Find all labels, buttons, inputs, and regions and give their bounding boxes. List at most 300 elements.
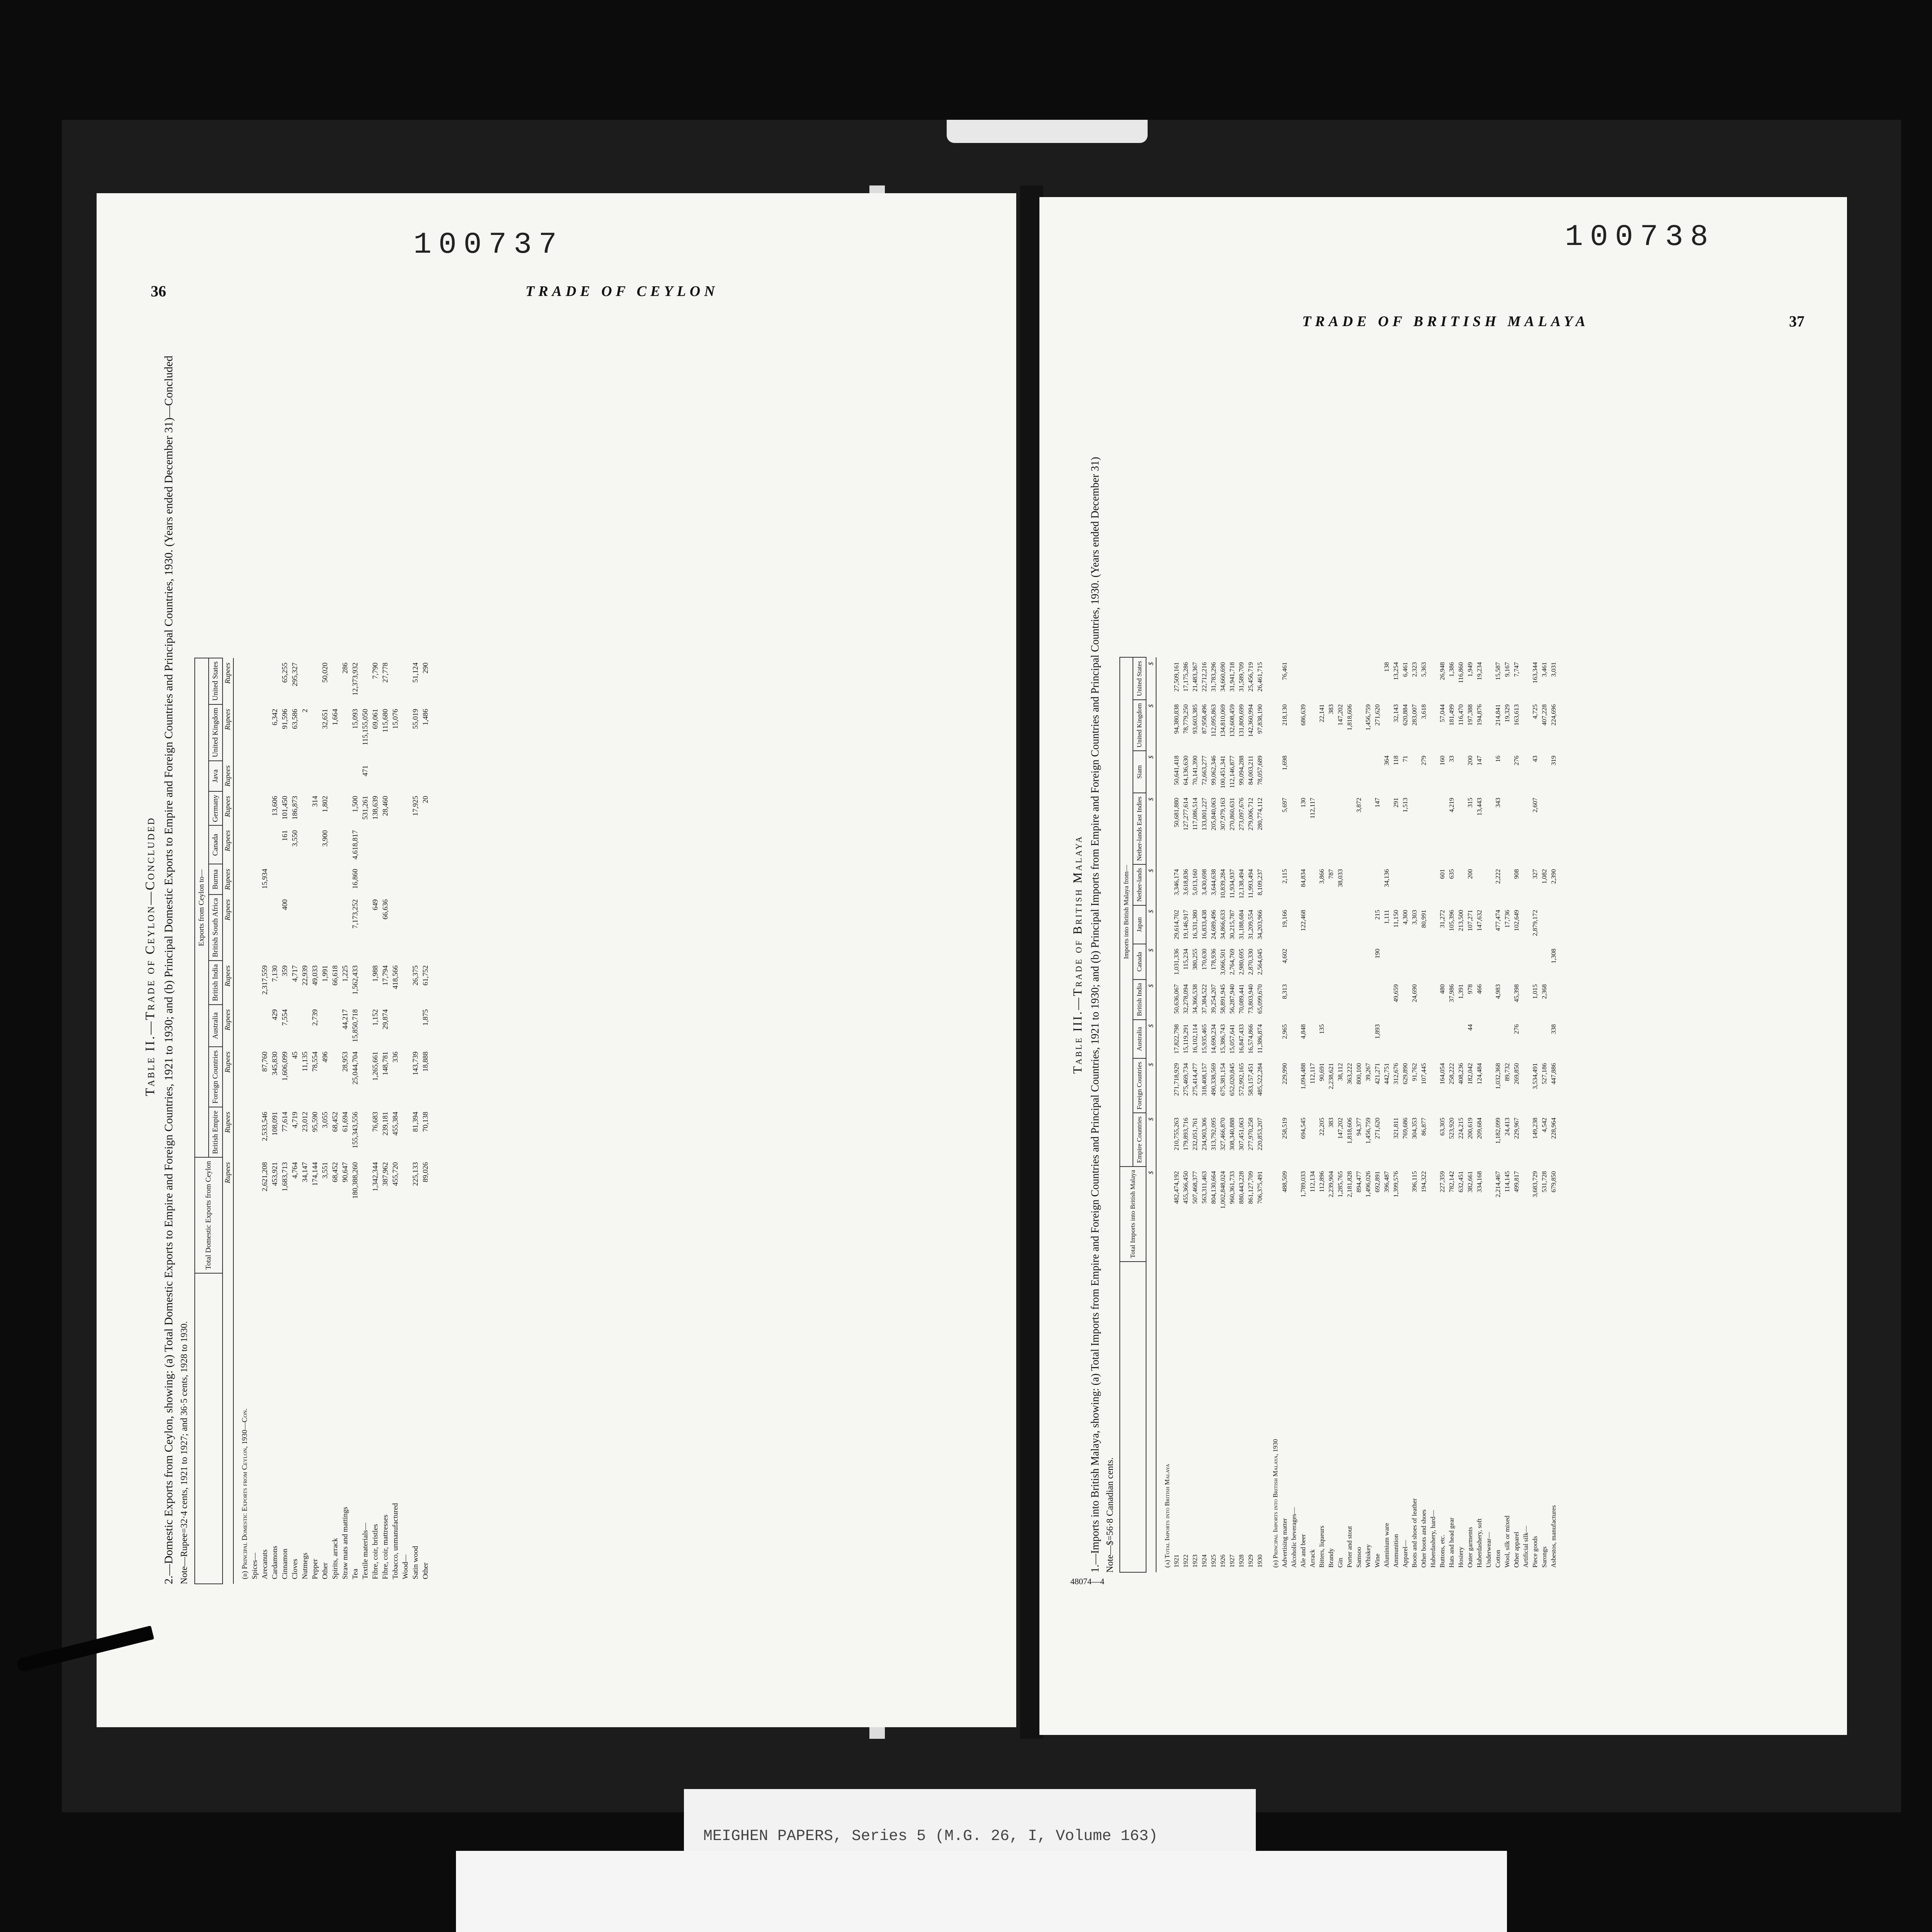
table-cell (1419, 864, 1429, 905)
table-cell: 66,636 (381, 899, 389, 920)
table-cell: 490,338,569 (1210, 1063, 1217, 1096)
row-label: 1929 (1247, 1554, 1254, 1568)
table-row (1308, 657, 1317, 1572)
table-cell: 127,277,614 (1182, 798, 1189, 831)
table-cell: 234,903,306 (1201, 1117, 1208, 1151)
table-cell: 21,483,367 (1191, 662, 1199, 692)
table-cell (411, 1005, 421, 1047)
table-cell (1364, 980, 1373, 1019)
table-row (1531, 657, 1540, 1572)
table-cell: 482,474,192 (1173, 1171, 1180, 1204)
table-cell: 174,144 (311, 1162, 319, 1186)
table-cell: 7,173,252 (351, 899, 359, 929)
table-row (1447, 657, 1456, 1572)
section-heading: (b) Principal Domestic Exports from Ceylon, 1930—Con. (240, 1408, 249, 1579)
table-cell: 269,850 (1513, 1063, 1520, 1085)
table-cell: 105,396 (1448, 910, 1455, 931)
table-cell (1503, 980, 1512, 1019)
table-cell (1345, 1020, 1354, 1059)
row-label: Hosiery (1457, 1547, 1464, 1568)
table-cell (1317, 905, 1327, 944)
table-cell: 271,620 (1374, 1117, 1381, 1139)
table-row (1419, 657, 1429, 1572)
table-cell: 99,062,346 (1210, 755, 1217, 785)
header-cell: Nether-lands (1133, 864, 1146, 905)
table-cell: 200 (1466, 755, 1474, 765)
table-cell: 142,360,994 (1247, 704, 1254, 737)
table-cell: 112,095,863 (1210, 704, 1217, 737)
table-cell: 455,366,450 (1182, 1171, 1189, 1204)
table-cell: 978 (1466, 984, 1474, 994)
table-cell (1364, 944, 1373, 980)
table-cell: 50,681,880 (1173, 798, 1180, 827)
table-cell: 2,607 (1531, 798, 1539, 813)
table-cell: 107,271 (1466, 910, 1474, 931)
row-label: Artificial silk— (1522, 1526, 1529, 1568)
table-cell: 880,443,228 (1238, 1171, 1245, 1204)
footer-code: 48074—4 (1070, 1577, 1104, 1586)
table-cell (260, 1005, 270, 1047)
section-heading-row (1156, 657, 1172, 1572)
table-cell (1289, 700, 1299, 751)
table-cell: 49,033 (311, 965, 319, 986)
table-cell: 507,468,377 (1191, 1171, 1199, 1204)
table-cell (250, 704, 260, 761)
archive-number: 100738 (1565, 220, 1715, 254)
table-cell (421, 761, 431, 791)
table-cell: 2,222 (1494, 869, 1502, 884)
table-cell: 87,958,496 (1201, 704, 1208, 734)
table-subtitle: 2.—Domestic Exports from Ceylon, showing: (a) Total Domestic Exports to Empire and Foreign Countries, 1921 to 1930; and (b) Principal Domestic Exports to Empire and Foreign Countries and Principal Countries, 1930. (Years ended December 31)—Concluded (162, 355, 175, 1584)
table-cell: 26,375 (411, 965, 420, 986)
row-label: Wool, silk or mixed (1503, 1515, 1511, 1568)
table-cell: 4,983 (1494, 984, 1502, 999)
table-cell (300, 1005, 310, 1047)
row-label: Aluminium ware (1383, 1523, 1390, 1568)
table-cell (330, 1047, 340, 1107)
table-cell (1308, 700, 1317, 751)
section-heading: (a) Total Imports into British Malaya (1163, 1464, 1171, 1568)
table-cell: 114,145 (1503, 1171, 1511, 1192)
table-cell: 70,141,390 (1191, 755, 1199, 785)
table-cell: 25,456,719 (1247, 662, 1254, 692)
row-label: Cotton (1494, 1549, 1502, 1568)
table-cell: 84,834 (1299, 869, 1307, 887)
table-cell: 228,964 (1550, 1117, 1557, 1139)
table-cell: 4,848 (1299, 1024, 1307, 1039)
table-cell (381, 864, 391, 895)
table-cell: 64,136,630 (1182, 755, 1189, 785)
header-cell: Foreign Countries (1133, 1058, 1146, 1113)
table-cell (1345, 905, 1354, 944)
row-label: Gin (1337, 1558, 1344, 1568)
table-cell (381, 761, 391, 791)
table-cell (1410, 751, 1419, 793)
table-cell: 86,877 (1420, 1117, 1427, 1136)
table-cell: 190 (1374, 949, 1381, 959)
table-row (371, 658, 381, 1584)
unit-cell: $ (1146, 1058, 1156, 1113)
table-cell (320, 761, 330, 791)
header-cell: Java (209, 761, 223, 791)
table-cell: 3,303 (1411, 910, 1418, 925)
table-row (1246, 657, 1255, 1572)
table-row (361, 658, 371, 1584)
table-cell (1419, 1020, 1429, 1059)
table-cell (361, 658, 371, 704)
header-cell: United States (209, 658, 223, 704)
running-head: TRADE OF BRITISH MALAYA (1302, 313, 1589, 330)
unit-cell: Rupees (223, 1157, 233, 1273)
table-cell: 65,099,670 (1256, 984, 1264, 1014)
table-cell (1521, 944, 1531, 980)
table-cell: 1,308 (1550, 949, 1557, 964)
table-cell (361, 1005, 371, 1047)
table-subtitle: 1.—Imports into British Malaya, showing: (a) Total Imports from Empire and Foreign Countries and Principal Countries, 1921 to 1930; and (b) Principal Imports from Empire and Foreign Countries and Principal Countries, 1930. (Years ended December 31) (1089, 457, 1101, 1573)
table-cell: 31,589,709 (1238, 662, 1245, 692)
table-cell: 270,860,631 (1228, 798, 1236, 831)
table-cell: 4,618,817 (351, 830, 359, 860)
header-cell: Australia (209, 1005, 223, 1047)
table-cell (1289, 980, 1299, 1019)
table-cell (1289, 657, 1299, 699)
header-cell: Germany (209, 791, 223, 826)
table-cell: 26,461,715 (1256, 662, 1264, 692)
table-cell: 28,953 (341, 1051, 349, 1072)
table-cell: 115,234 (1182, 949, 1189, 970)
row-label: Straw mats and mattings (341, 1507, 349, 1579)
table-row (1345, 657, 1354, 1572)
unit-cell: Rupees (223, 704, 233, 761)
table-cell (1429, 657, 1438, 699)
table-cell: 1,111 (1383, 910, 1390, 924)
row-label: Hats and head gear (1448, 1517, 1455, 1568)
table-cell: 3,866 (1318, 869, 1325, 884)
table-cell: 22,939 (301, 965, 309, 986)
table-cell (1354, 864, 1364, 905)
table-cell (1327, 944, 1336, 980)
table-cell: 2,238,621 (1327, 1063, 1335, 1090)
table-cell: 2 (301, 709, 309, 713)
table-cell: 147,202 (1337, 1117, 1344, 1139)
table-cell: 13,443 (1476, 798, 1483, 816)
table-cell (1289, 1167, 1299, 1262)
row-label: Fibre, coir, bristles (371, 1524, 379, 1579)
table-cell: 49,659 (1392, 984, 1400, 1002)
table-cell: 315 (1466, 798, 1474, 808)
table-cell (1345, 944, 1354, 980)
table-cell: 16,102,114 (1191, 1024, 1199, 1054)
table-cell (1354, 905, 1364, 944)
table-cell: 563,311,463 (1201, 1171, 1208, 1204)
table-cell: 31,783,296 (1210, 662, 1217, 692)
row-label: Textile materials— (361, 1523, 369, 1579)
table-cell: 239,181 (381, 1112, 389, 1136)
table-cell: 318,408,157 (1201, 1063, 1208, 1096)
table-cell (1484, 793, 1493, 864)
table-cell: 26,948 (1439, 662, 1446, 680)
table-cell: 116,860 (1457, 662, 1464, 684)
table-cell (361, 1107, 371, 1157)
table-cell: 1,082 (1541, 869, 1548, 884)
unit-cell: $ (1146, 1167, 1156, 1262)
table-cell: 89,732 (1503, 1063, 1511, 1081)
table-cell (401, 961, 411, 1005)
table-cell (250, 1047, 260, 1107)
table-cell: 1,893 (1374, 1024, 1381, 1039)
table-cell (401, 658, 411, 704)
table-cell (1289, 793, 1299, 864)
table-cell: 485,522,284 (1256, 1063, 1264, 1096)
table-cell: 4,602 (1281, 949, 1288, 964)
table-cell: 28,460 (381, 796, 389, 816)
archive-number: 100737 (413, 228, 564, 262)
header-cell: Empire Countries (1133, 1113, 1146, 1166)
table-cell: 101,450 (281, 796, 289, 820)
table-cell (1429, 700, 1438, 751)
table-cell: 276 (1513, 1024, 1520, 1034)
table-cell: 22,141 (1318, 704, 1325, 723)
table-cell (1475, 944, 1484, 980)
archive-card (456, 1851, 1507, 1932)
table-cell: 1,789,033 (1299, 1171, 1307, 1197)
table-row (421, 658, 431, 1584)
table-cell: 11,386,874 (1256, 1024, 1264, 1054)
table-cell: 147,202 (1337, 704, 1344, 726)
table-cell: 3,461 (1541, 662, 1548, 677)
table-cell: 1,500 (351, 796, 359, 813)
data-table (1119, 657, 1558, 1573)
table-cell (1540, 793, 1549, 864)
table-cell (1308, 905, 1317, 944)
table-cell (1289, 1113, 1299, 1166)
table-cell (1447, 944, 1456, 980)
table-cell (350, 761, 361, 791)
table-cell: 447,886 (1550, 1063, 1557, 1085)
table-cell (270, 825, 280, 864)
table-cell: 1,513 (1401, 798, 1409, 813)
unit-cell: $ (1146, 751, 1156, 793)
table-cell (1447, 1020, 1456, 1059)
table-cell: 277,970,258 (1247, 1117, 1254, 1151)
unit-cell: $ (1146, 980, 1156, 1019)
table-cell: 27,509,161 (1173, 662, 1180, 692)
row-label: Bitters, liqueurs (1318, 1526, 1325, 1568)
table-cell (340, 704, 350, 761)
table-cell: 197,388 (1466, 704, 1474, 726)
table-cell: 363,222 (1346, 1063, 1353, 1085)
row-label: Nutmegs (301, 1553, 309, 1579)
table-cell: 1,875 (421, 1009, 430, 1026)
table-cell (1308, 944, 1317, 980)
row-label: Cloves (291, 1559, 299, 1579)
table-cell (310, 825, 320, 864)
table-cell (1438, 944, 1447, 980)
table-cell (1364, 657, 1373, 699)
table-cell: 10,839,284 (1219, 869, 1226, 899)
table-cell (1327, 1020, 1336, 1059)
header-cell: Total Domestic Exports from Ceylon (195, 1157, 223, 1273)
table-cell: 80,991 (1420, 910, 1427, 928)
table-cell: 3,683,729 (1531, 1171, 1539, 1197)
table-cell: 9,167 (1503, 662, 1511, 677)
table-cell (1354, 1020, 1364, 1059)
table-cell: 304,353 (1411, 1117, 1418, 1139)
row-label: Other (421, 1562, 430, 1579)
table-cell: 14,690,234 (1210, 1024, 1217, 1054)
table-cell: 34,660,690 (1219, 662, 1226, 692)
table-cell (1382, 980, 1391, 1019)
table-row (270, 658, 280, 1584)
table-cell: 134,810,069 (1219, 704, 1226, 737)
table-cell: 3,430,698 (1201, 869, 1208, 896)
table-cell (300, 658, 310, 704)
table-cell (1531, 1020, 1540, 1059)
row-label: Underwear— (1485, 1532, 1492, 1568)
table-cell: 1,152 (371, 1009, 379, 1026)
table-cell: 25,044,704 (351, 1051, 359, 1085)
row-label: 1921 (1173, 1554, 1180, 1568)
table-cell (340, 761, 350, 791)
table-row (1364, 657, 1373, 1572)
unit-cell: $ (1146, 1020, 1156, 1059)
table-cell: 383 (1327, 1117, 1335, 1128)
table-cell: 343 (1494, 798, 1502, 808)
row-label: 1924 (1201, 1554, 1208, 1568)
table-cell (1317, 657, 1327, 699)
table-cell: 523,920 (1448, 1117, 1455, 1139)
table-cell (1289, 1058, 1299, 1113)
table-cell: 1,285,765 (1337, 1171, 1344, 1197)
table-cell: 66,618 (331, 965, 339, 986)
table-cell (1484, 944, 1493, 980)
table-cell (401, 825, 411, 864)
table-cell: 1,818,606 (1346, 704, 1353, 731)
table-cell: 130 (1299, 798, 1307, 808)
table-row (260, 658, 270, 1584)
table-cell (280, 864, 290, 895)
table-cell (250, 895, 260, 961)
table-cell (411, 761, 421, 791)
table-cell (1521, 657, 1531, 699)
table-cell (1354, 980, 1364, 1019)
table-cell: 496 (321, 1051, 329, 1063)
table-cell: 229,990 (1281, 1063, 1288, 1085)
table-cell: 32,651 (321, 709, 329, 729)
header-cell: Foreign Countries (209, 1047, 223, 1107)
table-row (411, 658, 421, 1584)
table-cell: 1,562,433 (351, 965, 359, 995)
table-cell (1512, 944, 1521, 980)
table-cell: 307,979,163 (1219, 798, 1226, 831)
unit-cell: $ (1146, 700, 1156, 751)
table-row (1484, 657, 1493, 1572)
table-cell: 679,850 (1550, 1171, 1557, 1192)
table-cell: 291 (1392, 798, 1400, 808)
table-cell: 24,690 (1411, 984, 1418, 1002)
table-cell: 861,127,709 (1247, 1171, 1254, 1204)
table-cell (1512, 793, 1521, 864)
table-cell (1336, 905, 1345, 944)
table-cell: 471 (361, 765, 369, 777)
table-cell: 225,133 (411, 1162, 420, 1186)
unit-cell: Rupees (223, 1047, 233, 1107)
table-cell (1429, 905, 1438, 944)
table-cell: 78,554 (311, 1051, 319, 1072)
table-cell (1345, 980, 1354, 1019)
table-row (1549, 657, 1558, 1572)
table-cell: 90,647 (341, 1162, 349, 1182)
table-cell (330, 791, 340, 826)
table-cell (280, 761, 290, 791)
table-cell (1456, 864, 1466, 905)
table-cell: 1,683,713 (281, 1162, 289, 1192)
table-cell (1308, 657, 1317, 699)
row-label: Apparel— (1401, 1540, 1409, 1568)
table-cell (361, 1047, 371, 1107)
table-cell (320, 895, 330, 961)
table-row (1475, 657, 1484, 1572)
data-table (194, 658, 431, 1584)
table-cell (1493, 1020, 1503, 1059)
table-cell (1493, 944, 1503, 980)
table-row (1373, 657, 1382, 1572)
table-cell (330, 1005, 340, 1047)
table-row (290, 658, 300, 1584)
table-cell: 286 (341, 662, 349, 674)
table-cell: 15,093 (351, 709, 359, 729)
table-cell: 2,317,559 (260, 965, 269, 995)
table-cell (371, 864, 381, 895)
table-cell (1456, 944, 1466, 980)
table-cell (1308, 1020, 1317, 1059)
table-cell: 477,474 (1494, 910, 1502, 931)
table-cell: 133,801,227 (1201, 798, 1208, 831)
table-cell (1364, 905, 1373, 944)
table-cell (1391, 944, 1401, 980)
table-cell: 37,384,522 (1201, 984, 1208, 1014)
table-row (1289, 657, 1299, 1572)
table-cell: 307,451,063 (1238, 1117, 1245, 1151)
table-row (1466, 657, 1475, 1572)
table-cell: 94,380,838 (1173, 704, 1180, 734)
table-cell: 34,203,966 (1256, 910, 1264, 940)
table-cell (401, 761, 411, 791)
table-cell: 65,255 (281, 662, 289, 683)
unit-cell: Rupees (223, 895, 233, 961)
unit-cell: Rupees (223, 1107, 233, 1157)
table-cell (1521, 751, 1531, 793)
table-row (1280, 657, 1289, 1572)
unit-cell: $ (1146, 864, 1156, 905)
table-cell: 1,698 (1281, 755, 1288, 770)
unit-cell: Rupees (223, 825, 233, 864)
table-cell: 102,649 (1513, 910, 1520, 931)
table-cell (1345, 864, 1354, 905)
table-cell: 214,841 (1494, 704, 1502, 726)
table-cell: 275,414,477 (1191, 1063, 1199, 1096)
table-cell: 632,451 (1457, 1171, 1464, 1192)
table-cell: 1,225 (341, 965, 349, 982)
header-cell: Canada (1133, 944, 1146, 980)
table-cell: 63,586 (291, 709, 299, 729)
table-cell: 782,142 (1448, 1171, 1455, 1192)
header-cell: Australia (1133, 1020, 1146, 1059)
table-cell: 652,020,845 (1228, 1063, 1236, 1096)
table-cell: 15,935,465 (1201, 1024, 1208, 1054)
table-cell (340, 791, 350, 826)
table-cell: 45,398 (1513, 984, 1520, 1002)
